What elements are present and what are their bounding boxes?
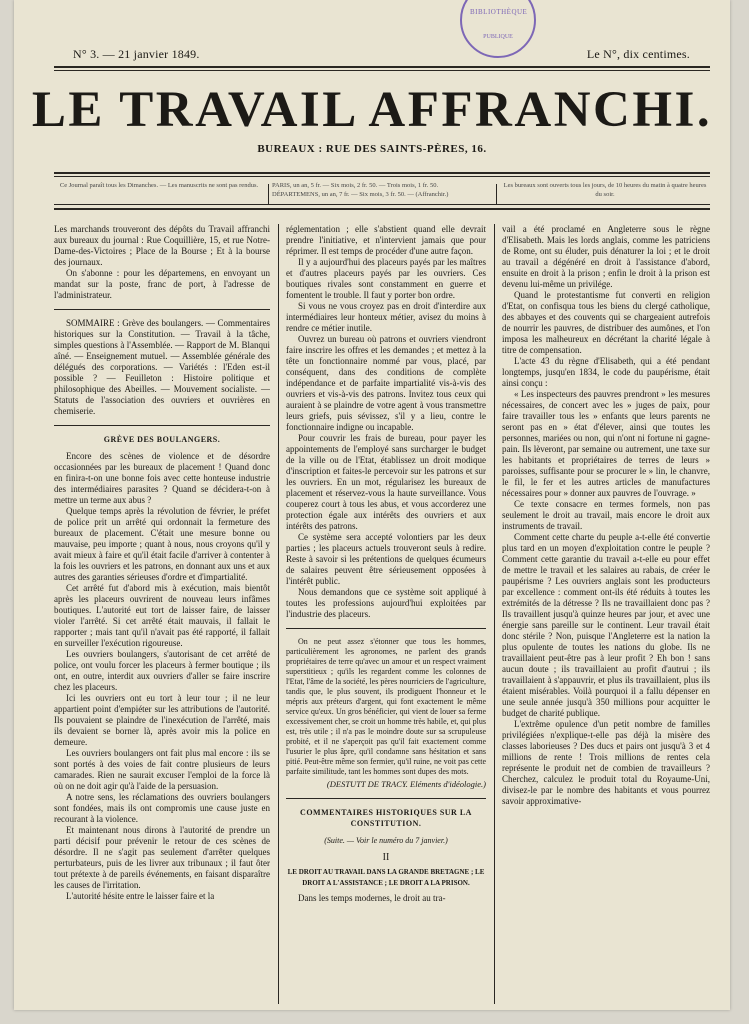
- col3-paragraph: Comment cette charte du peuple a-t-elle été convertie plus tard en un moyen d'exploitation contre le peuple ? Comment cette garantie du travail a-t-elle eu pour effet de mettre le travail et les salaires au rabais, de créer le paupérisme ? Les ouvriers anglais sont les producteurs par excellence : comment ont-ils été réduits à toutes les extrémités de la détresse ? Ils ne travaillaient donc pas ? Ils travaillent jusqu'à quinze heures par jour, et avec une énergie sans pareille sur le continent. Leur travail était donc stérile ? Non, puisque l'Angleterre est la nation la plus opulente de toutes les nations du globe. Ils ne travaillaient peut-être pas à leur profit ? Eh bon ! sans aucun doute ; ils travaillaient au profit d'autrui ; ils travaillaient à s'appauvrir, et plus ils travaillaient, plus ils étaient misérables. Voilà pourquoi il a fallu dépenser en une seule année jusqu'à 350 millions pour acquitter le budget de charité publique.: [502, 532, 710, 718]
- col1-paragraph: Quelque temps après la révolution de février, le préfet de police prit un arrêté qui ordonnait la fermeture des bureaux de placement. C'était une mesure bonne ou mauvaise, peu importe ; quant à nous, nous croyons qu'il y avait mieux à faire et qu'il était facile d'arriver à contenter à la fois les ouvriers et les patrons, en donnant aux uns et aux autres des garanties sérieuses d'ordre et d'impartialité.: [54, 506, 270, 582]
- col1-rule-2: [54, 425, 270, 426]
- issue-number-date: N° 3. — 21 janvier 1849.: [73, 47, 200, 61]
- col3-paragraph: L'acte 43 du règne d'Elisabeth, qui a été pendant longtemps, jusqu'en 1834, le code du paupérisme, était ainsi conçu :: [502, 356, 710, 388]
- notice-rule-bottom-thick: [54, 208, 710, 210]
- col2-numeral: II: [382, 852, 390, 863]
- col1-rule-1: [54, 309, 270, 310]
- issue-price: Le N°, dix centimes.: [586, 47, 690, 61]
- col2-paragraph: réglementation ; elle s'abstient quand elle devrait prendre l'initiative, et n'intervient jamais que pour réprimer. Il est temps de procéder d'une autre façon.: [286, 224, 486, 256]
- notice-right: Les bureaux sont ouverts tous les jours, de 10 heures du matin à quatre heures du soir.: [503, 182, 707, 198]
- col2-heading: COMMENTAIRES HISTORIQUES SUR LA CONSTITUTION.: [300, 808, 472, 828]
- col2-rule-1: [286, 628, 486, 629]
- notice-rule-top: [54, 172, 710, 174]
- column-divider-2: [494, 224, 495, 1004]
- col1-paragraph: Encore des scènes de violence et de désordre occasionnées par les bureaux de placement ! Quand donc en finira-t-on une bonne fois avec cette honteuse industrie des intermédiaires parasites ? Quand se décidera-t-on à mettre un terme aux abus ?: [54, 451, 270, 505]
- col3-paragraph: vail a été proclamé en Angleterre sous le règne d'Elisabeth. Mais les lords anglais, comme les patriciens de Rome, ont su éluder, puis dénaturer la loi ; et le droit au travail a dégénéré en droit à l'assistance d'abord, ensuite en droit à la prison ; enfin le droit à la prison est devenu lui-même un privilége.: [502, 224, 710, 289]
- notice-left: Ce Journal paraît tous les Dimanches. — Les manuscrits ne sont pas rendus.: [59, 182, 259, 189]
- col1-paragraph: Cet arrêté fut d'abord mis à exécution, mais bientôt après les placeurs ouvrirent de nouveau leurs infâmes boutiques. L'autorité eut tort de laisser faire, de laisser violer l'arrêté. Si cet arrêté était mauvais, il fallait le rapporter ; mais tant qu'il n'avait pas été rapporté, il fallait en surveiller l'exécution rigoureuse.: [54, 583, 270, 648]
- col3-paragraph: Ce texte consacre en termes formels, non pas seulement le droit au travail, mais encore le droit aux instruments de travail.: [502, 499, 710, 531]
- col2-quote-source: (DESTUTT DE TRACY. Eléments d'idéologie.): [326, 779, 486, 789]
- col1-paragraph: Ici les ouvriers ont eu tort à leur tour ; il ne leur appartient point d'empiéter sur les attributions de l'autorité. Ils pouvaient se plaindre de l'inexécution de l'arrêté, mais ils devaient se borner là, après avoir mis la police en demeure.: [54, 693, 270, 747]
- col1-paragraph: L'autorité hésite entre le laisser faire et la: [66, 891, 215, 901]
- col2-paragraph: Ce système sera accepté volontiers par les deux parties ; les placeurs actuels trouveront seuls à redire. Reste à savoir si les prétentions de quelques écumeurs de salaires peuvent être sérieusement opposées à l'intérêt public.: [286, 532, 486, 586]
- col2-rule-2: [286, 798, 486, 799]
- column-3: [502, 224, 710, 1004]
- header-rule-top: [54, 66, 710, 68]
- column-2: [286, 224, 486, 1004]
- notice-rule-bottom: [54, 204, 710, 205]
- col2-paragraph: Si vous ne vous croyez pas en droit d'interdire aux intermédiaires leur honteux métier, avisez du moins à rendre ce métier inutile.: [286, 301, 486, 333]
- col2-suite: (Suite. — Voir le numéro du 7 janvier.): [324, 836, 448, 845]
- stamp-line-1: BIBLIOTHÈQUE: [470, 8, 528, 16]
- column-divider-1: [278, 224, 279, 1004]
- header-rule-top-thin: [54, 70, 710, 71]
- column-1: [54, 224, 270, 1004]
- notice-rule-top-thin: [54, 176, 710, 177]
- notice-middle-line-2: DÉPARTEMENS, un an, 7 fr. — Six mois, 3 fr. 50. — (Affranchir.): [272, 191, 449, 198]
- col1-paragraph: A notre sens, les réclamations des ouvriers boulangers sont fondées, mais ils ont compromis une cause juste en recourant à la violence.: [54, 792, 270, 824]
- col2-quote: On ne peut assez s'étonner que tous les hommes, particulièrement les agronomes, ne parlent des grands propriétaires de terre qu'avec un amour et un respect vraiment superstitieux ; qu'ils les regardent comme les colonnes de l'Etat, l'âme de la société, les pères nourriciers de l'agriculture, tandis que, le plus souvent, ils prodiguent l'honneur et le mépris aux préteurs d'argent, qui font exactement le même service qu'eux. Un gros bénéficier, qui vient de louer sa ferme excessivement cher, se croit un homme très habile, et, qui plus est, très utile ; il n'a pas le moindre doute sur sa scrupuleuse probité, et il ne s'aperçoit pas qu'il fait exactement comme l'usurier le plus âpre, qu'il condamne sans hésitation et sans pitié. Peut-être même son fermier, qu'il ruine, ne voit pas cette parfaite similitude, tant les hommes sont dupes des mots.: [286, 637, 486, 776]
- col1-intro-1: Les marchands trouveront des dépôts du Travail affranchi aux bureaux du journal : Rue Coquillière, 15, et rue Notre-Dame-des-Victoires ; Place de la Bourse ; Et à la bourse des journaux.: [54, 224, 270, 267]
- library-stamp: [460, 0, 536, 58]
- col1-paragraph: Et maintenant nous dirons à l'autorité de prendre un parti décisif pour prévenir le retour de ces scènes de désordre. Il ne s'agit pas seulement d'arrêter quelques perturbateurs, puis de les livrer aux tribunaux ; il faut ôter tout prétexte à de pareils événements, en faisant disparaître les causes de l'irritation.: [54, 825, 270, 890]
- notice-divider-1: [268, 184, 269, 204]
- col2-paragraph: Dans les temps modernes, le droit au tra-: [298, 893, 446, 903]
- bureaux-address: BUREAUX : RUE DES SAINTS-PÈRES, 16.: [257, 143, 487, 155]
- col1-sommaire: SOMMAIRE : Grève des boulangers. — Commentaires historiques sur la Constitution. — Travail à la tâche, simples questions à l'Assemblée. — Rapport de M. Blanqui aîné. — Enseignement mutuel. — Assemblée générale des délégués des corporations. — Variétés : l'Eden est-il possible ? — Feuilleton : Histoire politique et philosophique des Abeilles. — Mouvement socialiste. — Statuts de l'association des ouvriers et ouvrières en chemiserie.: [54, 318, 270, 416]
- notice-middle: [272, 181, 492, 199]
- col1-intro-2: On s'abonne : pour les départemens, en envoyant un mandat sur la poste, franc de port, à l'adresse de l'administrateur.: [54, 268, 270, 300]
- col1-paragraph: Les ouvriers boulangers ont fait plus mal encore : ils se sont portés à des voies de fait contre plusieurs de leurs camarades. Rien ne saurait excuser l'emploi de la force là où on ne doit agir qu'à l'aide de la persuasion.: [54, 748, 270, 791]
- col2-paragraph: Il y a aujourd'hui des placeurs payés par les maîtres et d'autres placeurs payés par les ouvriers. Ces boutiques rivales sont constamment en guerre et fomentent le trouble. Il faut y porter bon ordre.: [286, 257, 486, 300]
- col2-subhead: LE DROIT AU TRAVAIL DANS LA GRANDE BRETAGNE ; LE DROIT A L'ASSISTANCE ; LE DROIT A LA PRISON.: [287, 868, 485, 887]
- col2-paragraph: Ouvrez un bureau où patrons et ouvriers viendront faire inscrire les offres et les demandes ; et mettez à la tête un fonctionnaire nommé par vous, placé, par conséquent, dans des conditions de complète indépendance et de parfaite impartialité vis-à-vis des ouvriers et vis-à-vis des patrons. Invitez tous ceux qui auraient à se plaindre de votre agent à vous transmettre leurs griefs, puis sévissez, s'il y a lieu, contre le fonctionnaire indigne ou incapable.: [286, 334, 486, 432]
- col1-heading: GRÈVE DES BOULANGERS.: [103, 435, 221, 444]
- notice-middle-line-1: PARIS, un an, 5 fr. — Six mois, 2 fr. 50. — Trois mois, 1 fr. 50.: [272, 182, 439, 189]
- notice-divider-2: [496, 184, 497, 204]
- col1-paragraph: Les ouvriers boulangers, s'autorisant de cet arrêté de police, ont voulu forcer les placeurs à fermer boutique ; ils ont, en outre, interdit aux ouvriers d'aller se faire inscrire chez les placeurs.: [54, 649, 270, 692]
- col2-paragraph: Nous demandons que ce système soit appliqué à toutes les professions aujourd'hui exploitées par l'industrie des placeurs.: [286, 587, 486, 619]
- col3-paragraph: L'extrême opulence d'un petit nombre de familles privilégiées n'explique-t-elle pas déjà la misère des classes laborieuses ? Des ducs et pairs ont jusqu'à 3 et 4 millions de rente ! Trois millions de rentes cela représente le produit net de combien de travailleurs ? Cherchez, calculez le produit total du Royaume-Uni, divisez-le par le nombre des habitants et vous pourrez savoir approximative-: [502, 719, 710, 806]
- col3-paragraph: Quand le protestantisme fut converti en religion d'Etat, on confisqua tous les biens du clergé catholique, des abbayes et des couvents qui se chargeaient autrefois de nourrir les pauvres, de distribuer des aumônes, et l'on imposa les malheureux en décrétant la charité légale à titre de compensation.: [502, 290, 710, 355]
- masthead-title: LE TRAVAIL AFFRANCHI.: [31, 82, 713, 138]
- stamp-line-2: PUBLIQUE: [483, 34, 513, 40]
- col3-quote: « Les inspecteurs des pauvres prendront » les mesures nécessaires, de concert avec les » juges de paix, pour faire travailler tous les » enfants que leurs parents ne seront pas en » état d'élever, ainsi que toutes les personnes, mariées ou non, qui n'ont ni fortune ni gagne-pain. Ils lèveront, par semaine ou autrement, une taxe sur les habitants et propriétaires de terres de leurs » paroisses, suffisante pour se procurer le » lin, le chanvre, le fil, le fer et les autres articles de manufactures nécessaires pour » donner aux pauvres de l'ouvrage. »: [502, 389, 710, 498]
- newspaper-page: [14, 0, 730, 1010]
- col2-paragraph: Pour couvrir les frais de bureau, pour payer les appointements de l'employé sans surcharger le budget de la ville ou de l'Etat, établissez un droit modique d'inscription et faites-le percevoir sur les patrons et sur les ouvriers. En un mot, régularisez les bureaux de placement et réservez-vous la haute surveillance. Vous couperez court à tous les abus, et vous accorderez une protection égale aux intérêts des ouvriers et aux intérêts des patrons.: [286, 433, 486, 531]
